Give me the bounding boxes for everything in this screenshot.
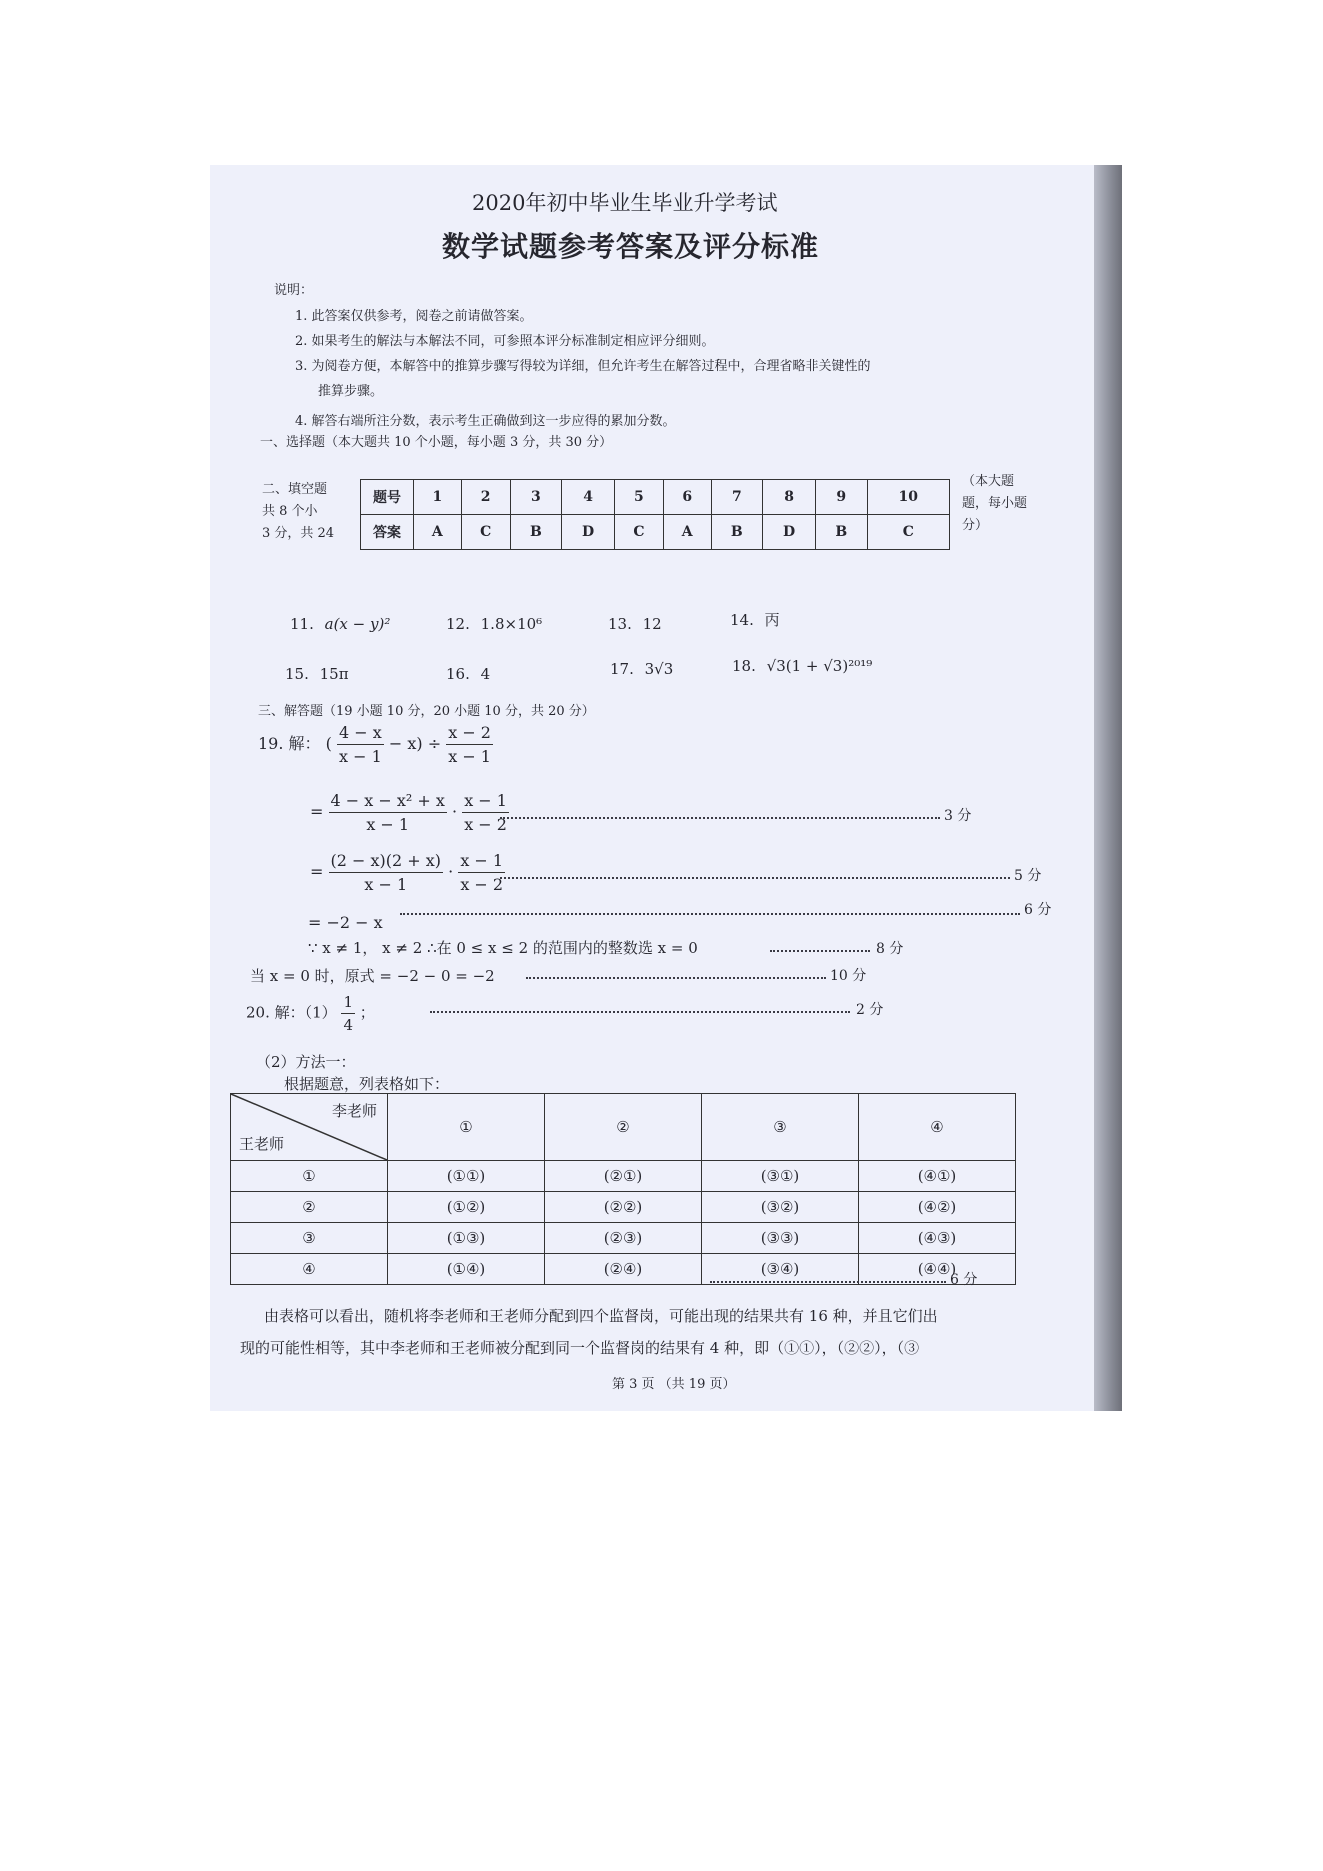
table-cell: (②②) (545, 1192, 702, 1223)
dot-leader (430, 1011, 850, 1013)
answer-table-row-numbers (361, 480, 950, 515)
question-number: 7 (711, 480, 763, 515)
table-cell: (④③) (859, 1223, 1016, 1254)
notes-label: 说明： (274, 283, 314, 298)
fill-number: 11. (290, 615, 314, 633)
question-number: 8 (763, 480, 816, 515)
fill-value: √3(1 + √3)²⁰¹⁹ (766, 657, 873, 675)
column-header: ② (545, 1094, 702, 1161)
table-cell: (③①) (702, 1161, 859, 1192)
table-header-row (231, 1094, 1016, 1161)
fraction: $\frac{\text{4 − x − x² + x}}{x - 1}$ (330, 791, 445, 834)
score: 10 分 (830, 968, 867, 984)
q19-step5: 当 x = 0 时，原式 = −2 − 0 = −2 (250, 967, 495, 985)
section2-right-line: 题，每小题 (962, 496, 1028, 511)
conclusion-line: 现的可能性相等，其中李老师和王老师被分配到同一个监督岗的结果有 4 种，即（①①），（②②），（③ (240, 1339, 920, 1357)
note-item: 4. 解答右端所注分数，表示考生正确做到这一步应得的累加分数。 (295, 414, 676, 429)
note-item: 1. 此答案仅供参考，阅卷之前请做答案。 (295, 309, 533, 324)
row-header: ② (231, 1192, 388, 1223)
q19-step4: ∵ x ≠ 1， x ≠ 2 ∴在 0 ≤ x ≤ 2 的范围内的整数选 x = 0 (308, 939, 698, 957)
dot-leader (770, 950, 870, 952)
score: 8 分 (876, 941, 904, 957)
table-cell: (①④) (388, 1254, 545, 1285)
dot-leader (500, 877, 1010, 879)
table-row (231, 1254, 1016, 1285)
answer-table-row-answers (361, 515, 950, 550)
section2-left-line: 共 8 个小 (262, 504, 318, 519)
fill-answer-17 (610, 660, 673, 678)
table-row (231, 1161, 1016, 1192)
table-cell: (②④) (545, 1254, 702, 1285)
fill-value: 丙 (764, 611, 780, 629)
score: 6 分 (950, 1272, 978, 1288)
row-label: 答案 (361, 515, 414, 550)
corner-bottom-label: 王老师 (239, 1135, 285, 1153)
table-cell: (①③) (388, 1223, 545, 1254)
section1-title: 一、选择题（本大题共 10 个小题，每小题 3 分，共 30 分） (260, 435, 613, 450)
q19-step1: = $\frac{\text{4 − x − x² + x}}{x - 1}$ · $\frac{x - 1}{x - 2}$ (310, 791, 507, 834)
table-cell: (③②) (702, 1192, 859, 1223)
fill-value: 3√3 (644, 660, 674, 678)
fill-answer-11 (290, 615, 390, 633)
page-footer: 第 3 页 （共 19 页） (612, 1377, 736, 1392)
answer-cell: A (414, 515, 462, 550)
fill-number: 14. (730, 611, 754, 629)
fraction: $\frac{4 - x}{x - 1}$ (338, 723, 382, 766)
answer-cell: C (867, 515, 949, 550)
fraction: $\frac{(2 - x)(2 + x)}{x - 1}$ (330, 851, 442, 894)
answer-cell: B (815, 515, 867, 550)
note-item: 2. 如果考生的解法与本解法不同，可参照本评分标准制定相应评分细则。 (295, 334, 715, 349)
dot-leader (400, 913, 1020, 915)
dot-leader (500, 817, 940, 819)
question-number: 10 (867, 480, 949, 515)
q20-part1: 20. 解：（1） $\frac{1}{4}$ ； (246, 993, 375, 1034)
fill-answer-13 (608, 615, 662, 633)
table-cell: (②①) (545, 1161, 702, 1192)
section3-title: 三、解答题（19 小题 10 分，20 小题 10 分，共 20 分） (258, 704, 595, 719)
photographed-page (210, 165, 1122, 1411)
dot-leader (710, 1281, 946, 1283)
question-number: 6 (663, 480, 711, 515)
note-item: 推算步骤。 (318, 384, 384, 399)
conclusion-line: 由表格可以看出，随机将李老师和王老师分配到四个监督岗，可能出现的结果共有 16 种，并且它们出 (264, 1307, 938, 1325)
table-cell: (①②) (388, 1192, 545, 1223)
table-cell: (④④) (859, 1254, 1016, 1285)
q19-problem: 19. 解： ( $\frac{4 - x}{x - 1}$ − x) ÷ $\frac{x - 2}{x - 1}$ (258, 723, 491, 766)
section2-left-line: 二、填空题 (262, 482, 328, 497)
table-cell: (②③) (545, 1223, 702, 1254)
fill-number: 18. (732, 657, 756, 675)
question-number: 9 (815, 480, 867, 515)
fill-number: 12. (446, 615, 470, 633)
fill-answer-12 (446, 615, 542, 633)
fill-value: 1.8×10⁶ (480, 615, 543, 633)
fill-value: a(x − y)² (324, 615, 391, 633)
answer-cell: A (663, 515, 711, 550)
note-item: 3. 为阅卷方便，本解答中的推算步骤写得较为详细，但允许考生在解答过程中，合理省略非关键性的 (295, 359, 871, 374)
column-header: ④ (859, 1094, 1016, 1161)
corner-top-label: 李老师 (331, 1102, 377, 1120)
answer-cell: C (614, 515, 663, 550)
section2-right-line: （本大题 (962, 474, 1015, 489)
answer-table (360, 479, 950, 550)
question-number: 5 (614, 480, 663, 515)
fill-answer-18 (732, 657, 872, 675)
method-heading: （2）方法一： (256, 1053, 356, 1071)
section2-right-line: 分） (962, 518, 989, 533)
fill-answer-16 (446, 665, 490, 683)
answer-cell: B (510, 515, 562, 550)
fraction: $\frac{x - 2}{x - 1}$ (448, 723, 491, 766)
table-cell: (③③) (702, 1223, 859, 1254)
section2-left-line: 3 分，共 24 (262, 526, 335, 541)
fill-number: 13. (608, 615, 632, 633)
table-row (231, 1223, 1016, 1254)
fraction: $\frac{x - 1}{x - 2}$ (464, 791, 507, 834)
q19-step3: = −2 − x (308, 913, 383, 932)
exam-header: 2020年初中毕业生毕业升学考试 (472, 191, 778, 215)
fill-number: 17. (610, 660, 634, 678)
table-cell: (④①) (859, 1161, 1016, 1192)
score: 6 分 (1024, 902, 1052, 918)
row-label: 题号 (361, 480, 414, 515)
fill-answer-15 (285, 665, 349, 683)
row-header: ① (231, 1161, 388, 1192)
score: 5 分 (1014, 868, 1042, 884)
answer-cell: D (763, 515, 816, 550)
column-header: ③ (702, 1094, 859, 1161)
assignment-table (230, 1093, 1016, 1285)
q19-step2: = $\frac{(2 - x)(2 + x)}{x - 1}$ · $\frac{x - 1}{x - 2}$ (310, 851, 504, 894)
question-number: 2 (461, 480, 510, 515)
question-number: 1 (414, 480, 462, 515)
page-edge-shadow (1094, 165, 1122, 1411)
page-title: 数学试题参考答案及评分标准 (442, 230, 820, 263)
q20-label: 20. 解：（1） (246, 1003, 337, 1022)
score: 3 分 (944, 808, 972, 824)
question-number: 3 (510, 480, 562, 515)
answer-cell: D (562, 515, 615, 550)
q19-label: 19. 解： (258, 734, 321, 753)
fill-number: 15. (285, 665, 309, 683)
answer-cell: B (711, 515, 763, 550)
question-number: 4 (562, 480, 615, 515)
answer-cell: C (461, 515, 510, 550)
table-intro: 根据题意，列表格如下： (284, 1075, 450, 1093)
column-header: ① (388, 1094, 545, 1161)
table-row (231, 1192, 1016, 1223)
fraction: $\frac{1}{4}$ (343, 993, 353, 1034)
fill-number: 16. (446, 665, 470, 683)
table-cell: (④②) (859, 1192, 1016, 1223)
row-header: ④ (231, 1254, 388, 1285)
table-cell: (③④) (702, 1254, 859, 1285)
fill-answer-14 (730, 609, 780, 630)
fill-value: 12 (642, 615, 662, 633)
fraction: $\frac{x - 1}{x - 2}$ (460, 851, 504, 894)
fill-value: 15π (319, 665, 349, 683)
score: 2 分 (856, 1002, 884, 1018)
fill-value: 4 (480, 665, 491, 683)
corner-cell (231, 1094, 388, 1161)
table-cell: (①①) (388, 1161, 545, 1192)
row-header: ③ (231, 1223, 388, 1254)
dot-leader (526, 977, 826, 979)
